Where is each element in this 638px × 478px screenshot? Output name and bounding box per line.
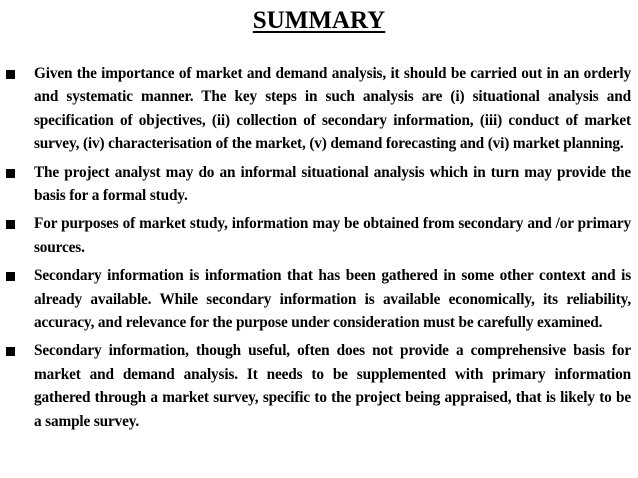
square-bullet-icon xyxy=(6,220,15,229)
bullet-item xyxy=(0,62,638,156)
bullet-item xyxy=(0,339,638,433)
bullet-text: Secondary information is information that has been gathered in some other context and is already available. While secondary information is available economically, its reliability, accuracy, and relevance for the purpose under consideration must be carefully examined. xyxy=(34,267,631,332)
bullet-item xyxy=(0,161,638,208)
square-bullet-icon xyxy=(6,169,15,178)
slide-title: SUMMARY xyxy=(252,7,386,34)
square-bullet-icon xyxy=(6,70,15,79)
bullet-text: Secondary information, though useful, often does not provide a comprehensive basis for market and demand analysis. It needs to be supplemented with primary information gathered through a market survey, specific to the project being appraised, that is likely to be a sample survey. xyxy=(34,342,631,430)
bullet-item xyxy=(0,264,638,334)
bullet-item xyxy=(0,212,638,259)
bullet-text: For purposes of market study, information may be obtained from secondary and /or primary sources. xyxy=(34,215,631,256)
square-bullet-icon xyxy=(6,272,15,281)
bullet-list xyxy=(0,62,638,438)
square-bullet-icon xyxy=(6,347,15,356)
bullet-text: Given the importance of market and demand analysis, it should be carried out in an orderly and systematic manner. The key steps in such analysis are (i) situational analysis and specification of objectives, (ii) collection of secondary information, (iii) conduct of market survey, (iv) characterisation of the market, (v) demand forecasting and (vi) market planning. xyxy=(34,65,631,153)
bullet-text: The project analyst may do an informal situational analysis which in turn may provide the basis for a formal study. xyxy=(34,163,631,205)
